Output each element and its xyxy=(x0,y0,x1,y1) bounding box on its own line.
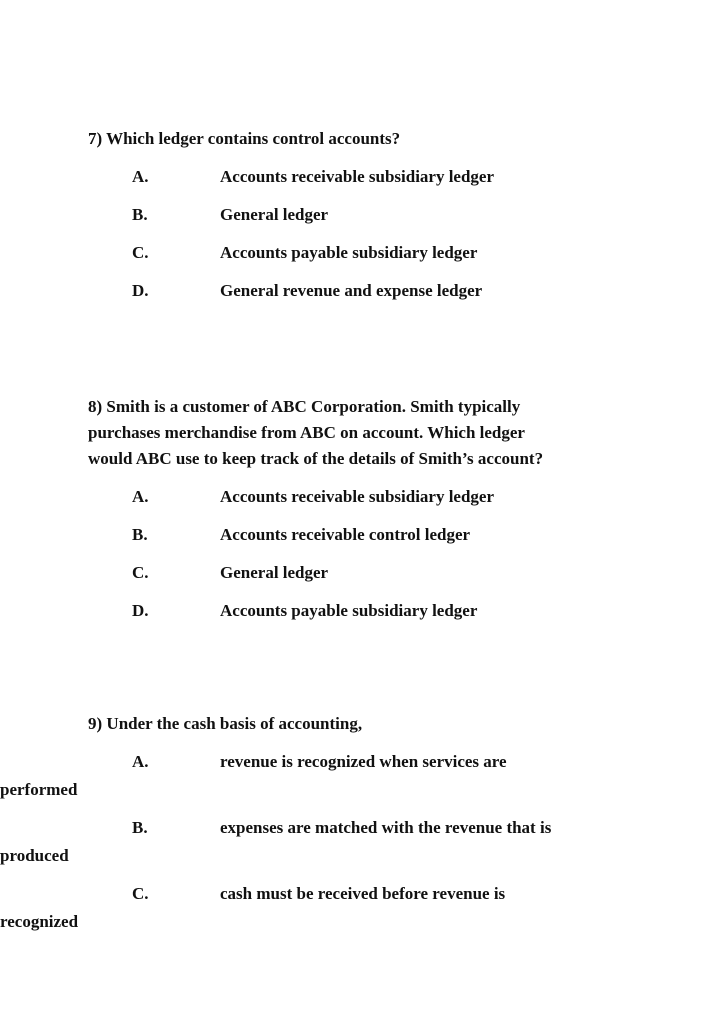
choice-text-continued: produced xyxy=(0,846,69,865)
choice-text: Accounts payable subsidiary ledger xyxy=(220,243,478,262)
choice-letter: C. xyxy=(132,884,149,903)
choice-text: revenue is recognized when services are xyxy=(220,752,507,771)
answer-choice-a xyxy=(88,484,648,510)
choice-letter: A. xyxy=(132,487,149,506)
choice-text: General revenue and expense ledger xyxy=(220,281,483,300)
choice-text: expenses are matched with the revenue that is xyxy=(220,818,552,837)
question-9 xyxy=(0,711,648,935)
choice-letter: D. xyxy=(132,281,149,300)
answer-choice-a xyxy=(88,164,648,190)
choice-text: cash must be received before revenue is xyxy=(220,884,506,903)
question-stem-line: purchases merchandise from ABC on account. Which ledger xyxy=(88,423,525,442)
question-7 xyxy=(88,126,648,304)
choice-text: General ledger xyxy=(220,563,329,582)
question-stem-line: would ABC use to keep track of the details of Smith’s account? xyxy=(88,449,544,468)
answer-choice-a xyxy=(88,749,648,775)
answer-choice-c xyxy=(88,240,648,266)
answer-choice-b xyxy=(88,522,648,548)
choice-text: General ledger xyxy=(220,205,329,224)
choice-letter: B. xyxy=(132,205,148,224)
answer-choice-d xyxy=(88,598,648,624)
choice-text: Accounts payable subsidiary ledger xyxy=(220,601,478,620)
choice-text: Accounts receivable control ledger xyxy=(220,525,471,544)
choice-text: Accounts receivable subsidiary ledger xyxy=(220,487,495,506)
choice-letter: B. xyxy=(132,525,148,544)
question-stem-line: 8) Smith is a customer of ABC Corporation. Smith typically xyxy=(88,397,521,416)
choice-letter: B. xyxy=(132,818,148,837)
choice-text-continued: performed xyxy=(0,780,78,799)
choice-letter: A. xyxy=(132,752,149,771)
choice-text-continued: recognized xyxy=(0,912,79,931)
answer-choice-c xyxy=(88,560,648,586)
choice-letter: C. xyxy=(132,563,149,582)
answer-choice-c xyxy=(88,881,648,907)
answer-choice-b xyxy=(88,202,648,228)
choice-text: Accounts receivable subsidiary ledger xyxy=(220,167,495,186)
choice-letter: D. xyxy=(132,601,149,620)
answer-choice-b xyxy=(88,815,648,841)
question-stem: 9) Under the cash basis of accounting, xyxy=(88,714,363,733)
choice-letter: C. xyxy=(132,243,149,262)
question-stem: 7) Which ledger contains control accounts? xyxy=(88,129,401,148)
answer-choice-d xyxy=(88,278,648,304)
choice-letter: A. xyxy=(132,167,149,186)
question-8 xyxy=(88,394,648,624)
